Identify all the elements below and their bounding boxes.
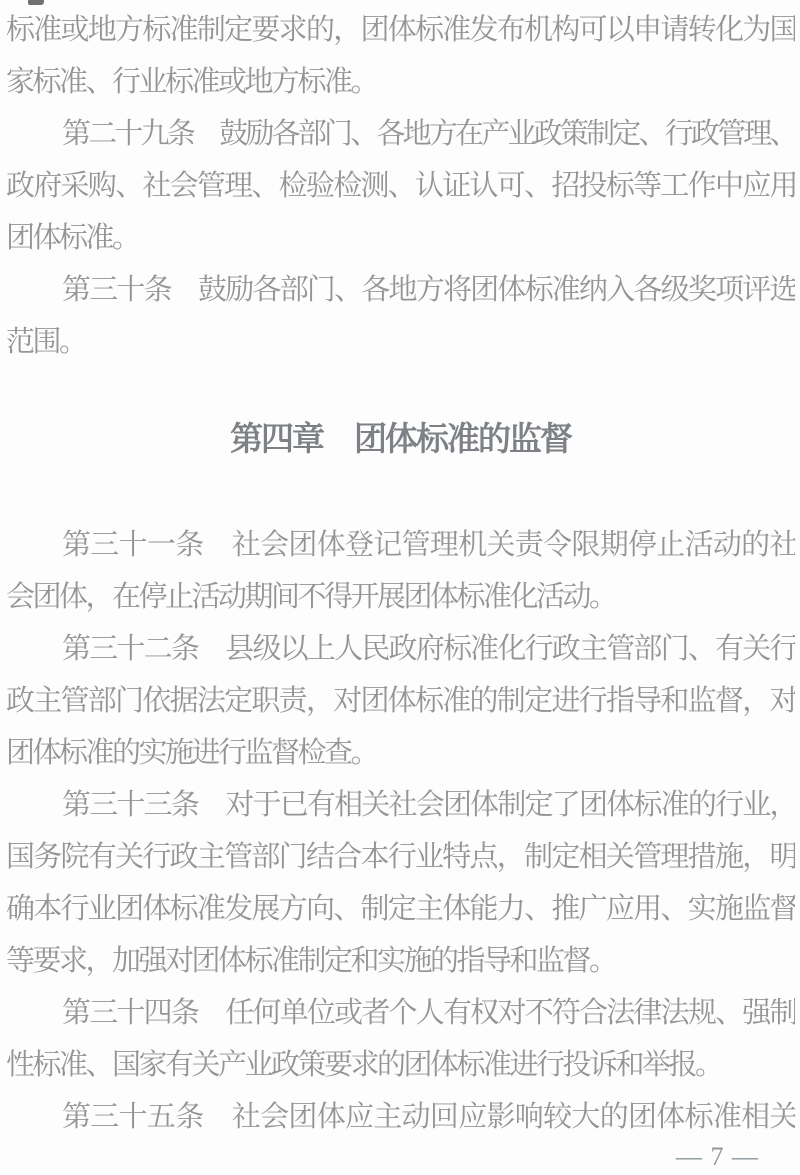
body-line: 第三十条 鼓励各部门、各地方将团体标准纳入各级奖项评选 <box>62 274 795 306</box>
body-line: 范围。 <box>6 326 86 358</box>
body-line: 政主管部门依据法定职责，对团体标准的制定进行指导和监督，对 <box>6 685 795 717</box>
body-line: 政府采购、社会管理、检验检测、认证认可、招投标等工作中应用 <box>6 170 795 202</box>
chapter-heading: 第四章 团体标准的监督 <box>230 420 571 457</box>
body-line: 家标准、行业标准或地方标准。 <box>6 66 378 98</box>
body-line: 确本行业团体标准发展方向、制定主体能力、推广应用、实施监督 <box>6 893 795 925</box>
body-line: 等要求，加强对团体标准制定和实施的指导和监督。 <box>6 945 616 977</box>
body-line: 第三十二条 县级以上人民政府标准化行政主管部门、有关行 <box>62 633 795 665</box>
body-line: 第二十九条 鼓励各部门、各地方在产业政策制定、行政管理、 <box>62 118 795 150</box>
body-line: 团体标准。 <box>6 222 139 254</box>
body-line: 第三十四条 任何单位或者个人有权对不符合法律法规、强制 <box>62 997 795 1029</box>
body-line: 第三十一条 社会团体登记管理机关责令限期停止活动的社 <box>62 529 795 561</box>
body-line: 国务院有关行政主管部门结合本行业特点，制定相关管理措施，明 <box>6 841 795 873</box>
body-line: 标准或地方标准制定要求的，团体标准发布机构可以申请转化为国 <box>6 14 795 46</box>
body-line: 会团体，在停止活动期间不得开展团体标准化活动。 <box>6 581 616 613</box>
body-line: 第三十五条 社会团体应主动回应影响较大的团体标准相关 <box>62 1101 795 1133</box>
body-line: 第三十三条 对于已有相关社会团体制定了团体标准的行业， <box>62 789 795 821</box>
body-line: 团体标准的实施进行监督检查。 <box>6 737 378 769</box>
body-line: 性标准、国家有关产业政策要求的团体标准进行投诉和举报。 <box>6 1049 722 1081</box>
page-number: — 7 — <box>676 1142 759 1171</box>
